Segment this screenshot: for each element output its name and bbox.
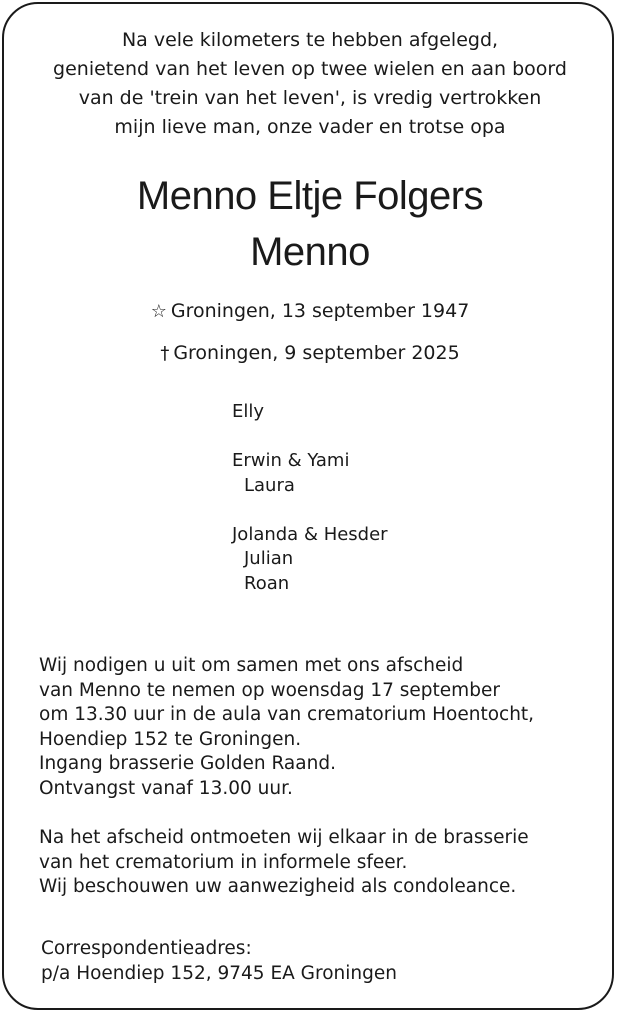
- death-line: [0, 340, 620, 367]
- birth-line: [0, 298, 620, 325]
- family-parents: Erwin & Yami: [232, 450, 350, 471]
- intro-line: genietend van het leven op twee wielen en aan boord: [53, 58, 567, 80]
- invitation-line: om 13.30 uur in de aula van crematorium Hoentocht,: [39, 704, 535, 725]
- intro-line: mijn lieve man, onze vader en trotse opa: [114, 116, 506, 138]
- deceased-name: [0, 168, 620, 280]
- intro-text: [0, 26, 620, 142]
- after-line: Na het afscheid ontmoeten wij elkaar in de brasserie: [39, 827, 529, 848]
- death-text: Groningen, 9 september 2025: [173, 342, 460, 364]
- full-name: Menno Eltje Folgers: [136, 174, 484, 218]
- call-name: Menno: [250, 230, 370, 274]
- intro-line: van de 'trein van het leven', is vredig vertrokken: [78, 87, 542, 109]
- family-list: [232, 400, 388, 596]
- star-icon: ☆: [150, 301, 167, 322]
- invitation-line: Ingang brasserie Golden Raand.: [39, 753, 336, 774]
- invitation-line: Ontvangst vanaf 13.00 uur.: [39, 777, 293, 799]
- invitation-line: Wij nodigen u uit om samen met ons afscheid: [39, 655, 464, 676]
- birth-text: Groningen, 13 september 1947: [170, 300, 470, 322]
- spouse-name: Elly: [232, 401, 265, 422]
- family-child: Julian: [244, 548, 294, 569]
- invitation-text: [39, 654, 534, 801]
- cross-icon: †: [160, 343, 170, 364]
- correspondence-block: [41, 937, 397, 986]
- intro-line: Na vele kilometers te hebben afgelegd,: [121, 29, 499, 51]
- after-line: Wij beschouwen uw aanwezigheid als condoleance.: [39, 876, 517, 897]
- correspondence-label: Correspondentieadres:: [41, 938, 252, 959]
- invitation-line: Hoendiep 152 te Groningen.: [39, 728, 302, 750]
- after-text: [39, 826, 529, 900]
- invitation-line: van Menno te nemen op woensdag 17 september: [39, 679, 500, 701]
- family-child: Laura: [244, 474, 295, 496]
- family-child: Roan: [244, 572, 290, 594]
- after-line: van het crematorium in informele sfeer.: [39, 851, 408, 873]
- family-parents: Jolanda & Hesder: [232, 523, 388, 545]
- correspondence-address: p/a Hoendiep 152, 9745 EA Groningen: [41, 962, 397, 984]
